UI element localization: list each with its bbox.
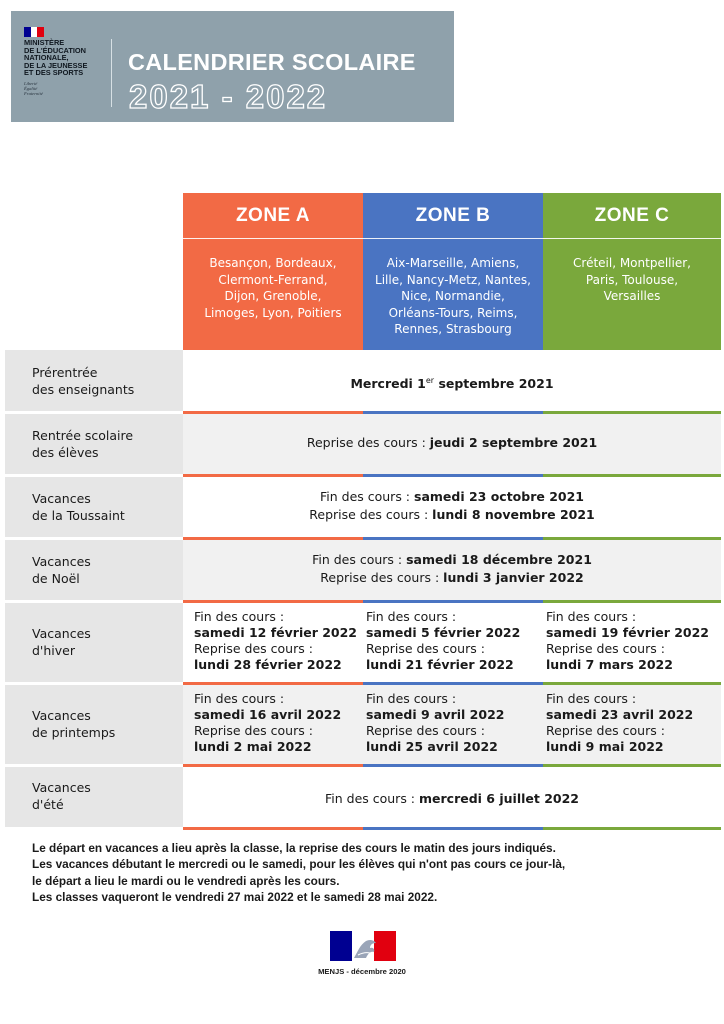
row-label-text: Rentrée scolaire des élèves xyxy=(32,428,134,460)
header-banner xyxy=(11,11,454,122)
row-label-toussaint xyxy=(5,477,183,537)
row-label-text: Vacances de Noël xyxy=(32,554,91,586)
footnotes xyxy=(32,840,712,905)
zone-a-divider-bar xyxy=(183,827,363,830)
row-printemps xyxy=(183,685,721,764)
row-label-hiver xyxy=(5,603,183,682)
republic-motto: Liberté Égalité Fraternité xyxy=(24,81,43,97)
zone-a-header xyxy=(183,193,363,350)
marianne-flag-icon xyxy=(24,27,44,37)
credit-line: MENJS - décembre 2020 xyxy=(318,967,406,976)
zone-b-cities: Aix-Marseille, Amiens, Lille, Nancy-Metz, Nantes, Nice, Normandie, Orléans-Tours, Reims, Rennes, Strasbourg xyxy=(375,256,531,336)
ete-end: Fin des cours : mercredi 6 juillet 2022 xyxy=(324,791,579,806)
row-ete xyxy=(183,767,721,827)
marianne-logo-icon xyxy=(330,931,396,961)
zone-c-cities: Créteil, Montpellier, Paris, Toulouse, Versailles xyxy=(573,256,691,303)
printemps-zone-c: Fin des cours : samedi 23 avril 2022 Reprise des cours : lundi 9 mai 2022 xyxy=(546,691,694,754)
row-noel xyxy=(183,540,721,600)
row-label-text: Vacances de la Toussaint xyxy=(32,491,125,523)
row-prerentree xyxy=(183,350,721,411)
row-hiver xyxy=(183,603,721,682)
footnote-line: le départ a lieu le mardi ou le vendredi après les cours. xyxy=(32,873,340,888)
zone-c-name: ZONE C xyxy=(594,205,670,226)
row-label-text: Vacances d'hiver xyxy=(32,626,91,658)
noel-end: Fin des cours : samedi 18 décembre 2021 xyxy=(312,552,592,567)
hiver-zone-a: Fin des cours : samedi 12 février 2022 Reprise des cours : lundi 28 février 2022 xyxy=(194,609,358,672)
zone-divider xyxy=(183,238,363,239)
header-divider xyxy=(111,39,112,107)
zone-divider xyxy=(363,238,543,239)
hiver-zone-c: Fin des cours : samedi 19 février 2022 Reprise des cours : lundi 7 mars 2022 xyxy=(546,609,710,672)
zone-a-name: ZONE A xyxy=(235,205,311,226)
printemps-zone-a: Fin des cours : samedi 16 avril 2022 Reprise des cours : lundi 2 mai 2022 xyxy=(194,691,342,754)
zone-divider xyxy=(543,238,721,239)
zone-b-divider-bar xyxy=(363,827,543,830)
zone-b-header xyxy=(363,193,543,350)
row-label-noel xyxy=(5,540,183,600)
zone-b-name: ZONE B xyxy=(415,205,491,226)
row-label-text: Vacances d'été xyxy=(32,780,91,812)
zone-c-header xyxy=(543,193,721,350)
zone-c-divider-bar xyxy=(543,827,721,830)
prerentree-date: Mercredi 1er septembre 2021 xyxy=(350,376,554,392)
noel-resume: Reprise des cours : lundi 3 janvier 2022 xyxy=(320,570,584,585)
zone-a-cities: Besançon, Bordeaux, Clermont-Ferrand, Dijon, Grenoble, Limoges, Lyon, Poitiers xyxy=(204,256,342,320)
row-label-printemps xyxy=(5,685,183,764)
row-label-text: Vacances de printemps xyxy=(32,708,116,740)
page-title: CALENDRIER SCOLAIRE xyxy=(128,49,416,75)
toussaint-resume: Reprise des cours : lundi 8 novembre 2021 xyxy=(309,507,595,522)
footnote-line: Le départ en vacances a lieu après la classe, la reprise des cours le matin des jours indiqués. xyxy=(32,841,556,855)
footnote-line: Les vacances débutant le mercredi ou le samedi, pour les élèves qui n'ont pas cours ce jour-là, xyxy=(32,857,566,872)
row-toussaint xyxy=(183,477,721,537)
ministry-name: MINISTÈRE DE L'ÉDUCATION NATIONALE, DE LA JEUNESSE ET DES SPORTS xyxy=(24,38,88,78)
row-label-rentree xyxy=(5,414,183,474)
footnote-line: Les classes vaqueront le vendredi 27 mai 2022 et le samedi 28 mai 2022. xyxy=(32,889,438,904)
row-label-prerentree xyxy=(5,350,183,411)
row-rentree xyxy=(183,414,721,474)
printemps-zone-b: Fin des cours : samedi 9 avril 2022 Reprise des cours : lundi 25 avril 2022 xyxy=(366,691,505,754)
rentree-date: Reprise des cours : jeudi 2 septembre 2021 xyxy=(306,435,598,450)
toussaint-end: Fin des cours : samedi 23 octobre 2021 xyxy=(319,489,585,504)
hiver-zone-b: Fin des cours : samedi 5 février 2022 Reprise des cours : lundi 21 février 2022 xyxy=(366,609,521,672)
school-year: 2021 - 2022 xyxy=(129,78,328,115)
row-label-text: Prérentrée des enseignants xyxy=(32,365,135,397)
row-label-ete xyxy=(5,767,183,827)
